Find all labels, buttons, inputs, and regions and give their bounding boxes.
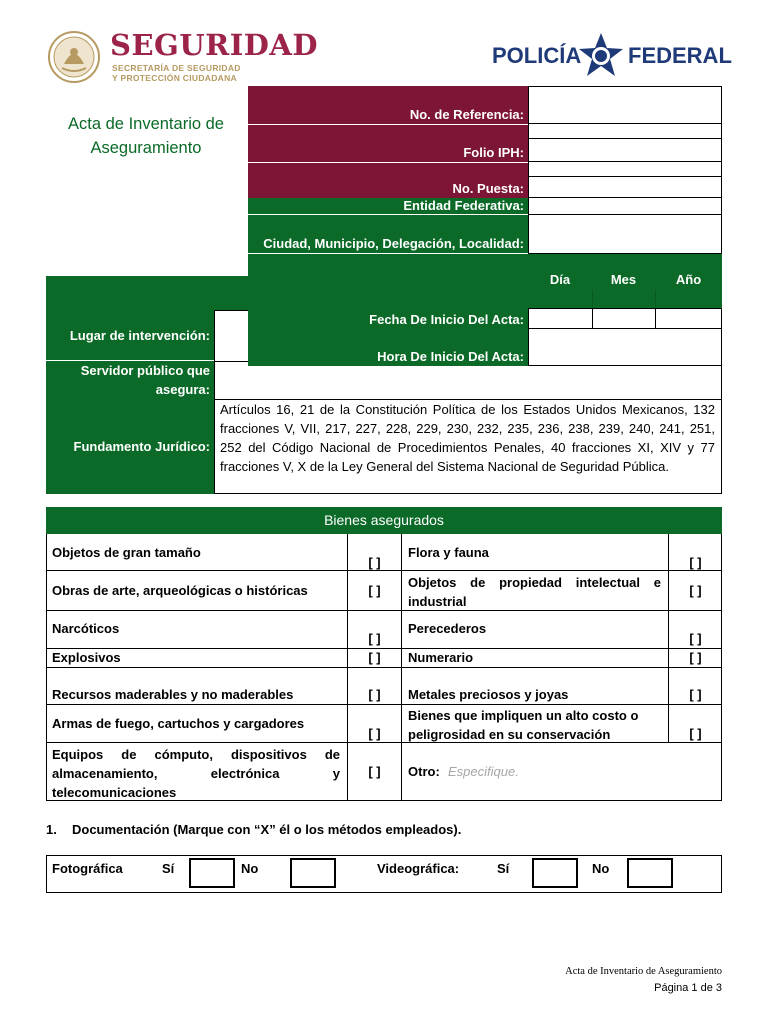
fecha-input-band (528, 290, 722, 308)
fecha-divider-2 (655, 290, 656, 308)
footer-page-number: Página 1 de 3 (654, 982, 722, 994)
bienes-header (46, 507, 722, 534)
bienes-row-line-4 (46, 667, 722, 668)
anio-header: Año (675, 272, 702, 287)
equipos-line1: Equipos de cómputo, dispositivos de (52, 747, 340, 762)
puesta-input[interactable] (528, 176, 722, 198)
fotografica-si-label: Sí (162, 861, 175, 876)
fundamento-label: Fundamento Jurídico: (46, 399, 214, 494)
hora-input[interactable] (528, 328, 722, 366)
videografica-label: Videográfica: (377, 861, 460, 876)
servidor-label (46, 361, 214, 399)
videografica-si-checkbox[interactable] (532, 858, 578, 888)
folio-input-2[interactable] (528, 161, 722, 177)
mes-header: Mes (610, 272, 637, 287)
secretaria-line2: Y PROTECCIÓN CIUDADANA (112, 73, 237, 83)
fecha-divider-1 (592, 290, 593, 308)
dia-input[interactable] (528, 308, 593, 329)
mexico-seal-icon (46, 30, 104, 84)
checkbox-obras-arte[interactable]: [ ] (368, 583, 381, 598)
checkbox-objetos-gran-tamano[interactable]: [ ] (368, 555, 381, 570)
entidad-input[interactable] (528, 197, 722, 215)
bienes-row-line-3 (46, 648, 722, 649)
bienes-item-armas-fuego: Armas de fuego, cartuchos y cargadores (52, 716, 305, 731)
bienes-item-numerario: Numerario (408, 650, 474, 665)
checkbox-numerario[interactable]: [ ] (689, 650, 702, 665)
checkbox-alto-costo[interactable]: [ ] (689, 726, 702, 741)
checkbox-metales-preciosos[interactable]: [ ] (689, 687, 702, 702)
bienes-col-line-1 (347, 534, 348, 801)
left-header-band (46, 276, 248, 310)
mes-input[interactable] (592, 308, 656, 329)
folio-input[interactable] (528, 138, 722, 162)
bienes-item-objetos-gran-tamano: Objetos de gran tamaño (52, 545, 201, 560)
fundamento-text: Artículos 16, 21 de la Constitución Política de los Estados Unidos Mexicanos, 132 fracciones V, VII, 217, 227, 228, 229, 230, 232, 235, 236, 238, 239, 240, 241, 251, 252 del Código Nacional de Procedimientos Penales, 40 fracciones XI, XIV y 77 fracciones V, X de la Ley General del Sistema Nacional de Seguridad Pública. (220, 402, 715, 474)
checkbox-narcoticos[interactable]: [ ] (368, 631, 381, 646)
checkbox-explosivos[interactable]: [ ] (368, 650, 381, 665)
footer-doc-name: Acta de Inventario de Aseguramiento (565, 966, 722, 977)
form-title (46, 112, 246, 160)
folio-label: Folio IPH: (248, 125, 528, 162)
fecha-label: Fecha De Inicio Del Acta: (248, 290, 528, 329)
lugar-input[interactable] (214, 310, 250, 362)
fotografica-no-label: No (241, 861, 259, 876)
seguridad-title: SEGURIDAD (110, 28, 319, 62)
alto-costo-line1: Bienes que impliquen un alto costo o (408, 708, 639, 723)
bienes-item-flora-fauna: Flora y fauna (408, 545, 489, 560)
anio-input[interactable] (655, 308, 722, 329)
documentacion-title: Documentación (Marque con “X” él o los métodos empleados). (72, 822, 462, 837)
entidad-label: Entidad Federativa: (248, 198, 528, 214)
propiedad-line1: Objetos de propiedad intelectual e (408, 575, 661, 590)
checkbox-recursos-maderables[interactable]: [ ] (368, 687, 381, 702)
bienes-item-recursos-maderables: Recursos maderables y no maderables (52, 687, 294, 702)
bienes-col-line-2 (401, 534, 402, 801)
videografica-no-checkbox[interactable] (627, 858, 673, 888)
ciudad-label: Ciudad, Municipio, Delegación, Localidad: (248, 215, 528, 253)
referencia-input-2[interactable] (528, 123, 722, 139)
fotografica-label: Fotográfica (52, 861, 123, 876)
bienes-item-metales-preciosos: Metales preciosos y joyas (408, 687, 569, 702)
form-title-line1: Acta de Inventario de (68, 115, 224, 133)
secretaria-line1: SECRETARÍA DE SEGURIDAD (112, 63, 241, 73)
alto-costo-line2: peligrosidad en su conservación (408, 727, 611, 742)
sspc-logo (46, 30, 356, 86)
checkbox-perecederos[interactable]: [ ] (689, 631, 702, 646)
checkbox-propiedad-intelectual[interactable]: [ ] (689, 583, 702, 598)
servidor-label-line2: asegura: (155, 382, 210, 397)
videografica-si-label: Sí (497, 861, 510, 876)
bienes-item-obras-arte: Obras de arte, arqueológicas o históricas (52, 583, 308, 598)
referencia-label: No. de Referencia: (248, 86, 528, 124)
documentacion-number: 1. (46, 822, 57, 837)
propiedad-line2: industrial (408, 594, 467, 609)
bienes-item-explosivos: Explosivos (52, 650, 121, 665)
servidor-input[interactable] (214, 361, 722, 400)
referencia-input[interactable] (528, 86, 722, 124)
police-star-icon (578, 32, 624, 78)
bienes-item-narcoticos: Narcóticos (52, 621, 120, 636)
bienes-item-otro: Otro: (408, 764, 440, 779)
bienes-item-alto-costo (408, 706, 664, 744)
dia-header: Día (549, 272, 571, 287)
equipos-line2: almacenamiento, electrónica y (52, 766, 340, 781)
policia-federal-logo (492, 32, 732, 82)
puesta-label: No. Puesta: (248, 163, 528, 198)
form-title-line2: Aseguramiento (90, 139, 202, 157)
servidor-label-line1: Servidor público que (80, 363, 210, 378)
bienes-item-perecederos: Perecederos (408, 621, 487, 636)
fotografica-no-checkbox[interactable] (290, 858, 336, 888)
bienes-row-line-5 (46, 704, 722, 705)
equipos-line3: telecomunicaciones (52, 785, 177, 800)
fotografica-si-checkbox[interactable] (189, 858, 235, 888)
checkbox-equipos-computo[interactable]: [ ] (368, 764, 381, 779)
hora-label: Hora De Inicio Del Acta: (248, 329, 528, 366)
ciudad-input[interactable] (528, 214, 722, 254)
checkbox-flora-fauna[interactable]: [ ] (689, 555, 702, 570)
policia-text: POLICÍA (492, 43, 582, 68)
checkbox-armas-fuego[interactable]: [ ] (368, 726, 381, 741)
videografica-no-label: No (592, 861, 610, 876)
federal-text: FEDERAL (628, 43, 732, 68)
bienes-header-text: Bienes asegurados (324, 512, 444, 528)
bienes-item-propiedad-intelectual (408, 573, 661, 611)
otro-specify-field[interactable]: Especifique. (448, 764, 519, 779)
bienes-item-equipos-computo (52, 745, 340, 802)
lugar-label: Lugar de intervención: (46, 310, 214, 360)
bienes-row-line-1 (46, 570, 722, 571)
